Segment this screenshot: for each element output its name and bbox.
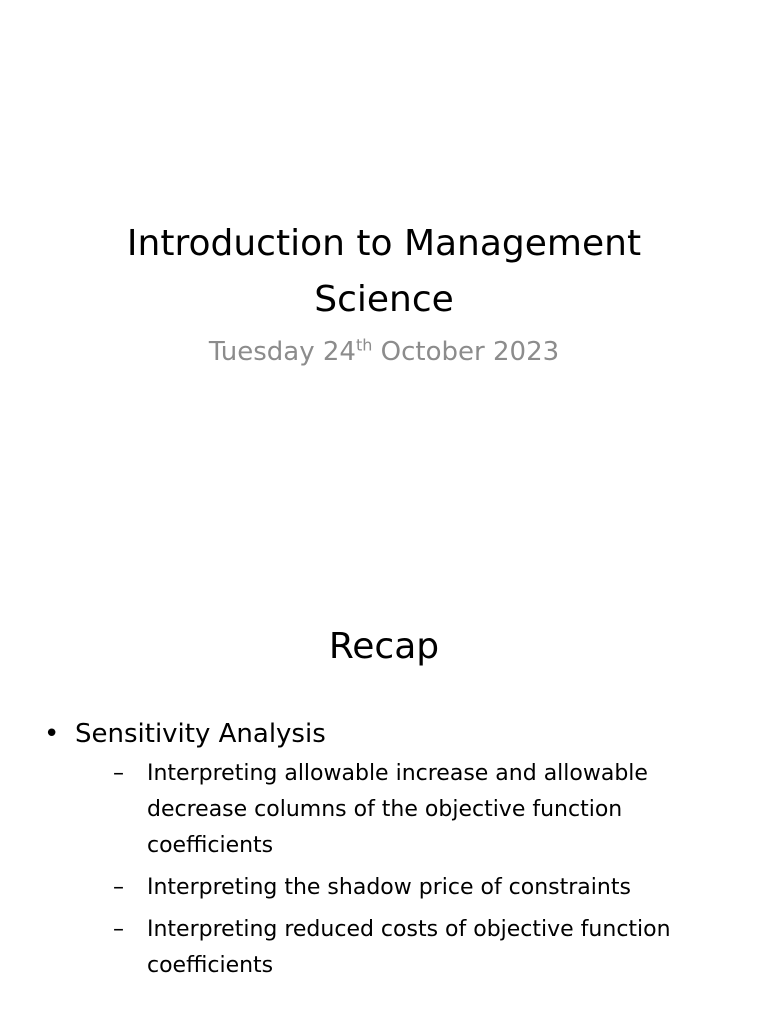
slide-title: Introduction to Management Science xyxy=(126,223,642,321)
sub-bullet-marker: – xyxy=(113,917,124,942)
sub-bullet-item xyxy=(113,912,734,984)
sub-bullet-text: Interpreting reduced costs of objective function coefficients xyxy=(147,917,671,978)
sub-bullet-list xyxy=(75,756,734,984)
date-ordinal-suffix: th xyxy=(355,335,373,355)
bullet-list xyxy=(44,716,734,990)
bullet-text: Sensitivity Analysis xyxy=(75,719,326,749)
bullet-item xyxy=(44,716,734,984)
sub-bullet-item xyxy=(113,756,734,864)
bullet-marker: • xyxy=(44,719,60,749)
date-day: Tuesday 24 xyxy=(208,337,356,367)
sub-bullet-text: Interpreting the shadow price of constraints xyxy=(147,875,631,900)
date-month-year: October 2023 xyxy=(372,337,560,367)
recap-slide-title: Recap xyxy=(328,626,440,667)
sub-bullet-marker: – xyxy=(113,875,124,900)
sub-bullet-item xyxy=(113,870,734,906)
slide-subtitle-date xyxy=(60,334,708,370)
sub-bullet-marker: – xyxy=(113,761,124,786)
recap-slide xyxy=(0,576,768,1024)
sub-bullet-text: Interpreting allowable increase and allowable decrease columns of the objective function coefficients xyxy=(147,761,648,858)
